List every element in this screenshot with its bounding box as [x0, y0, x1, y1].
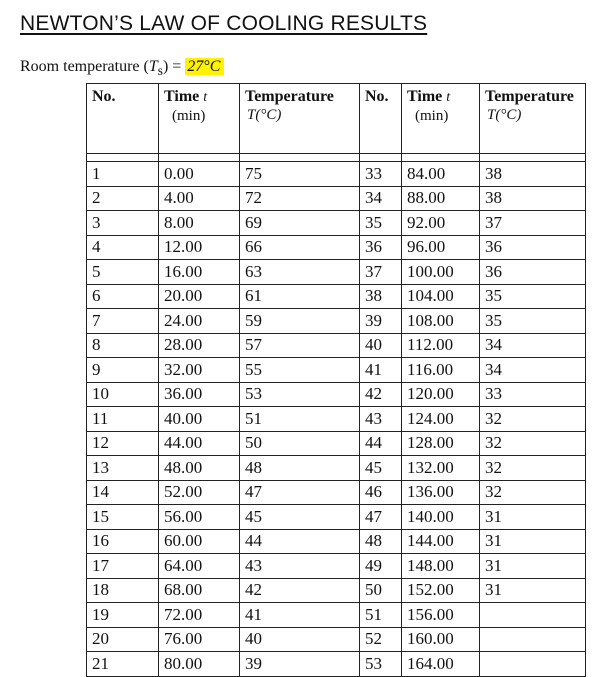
table-row	[87, 309, 586, 334]
room-temperature-prefix: Room temperature (	[20, 58, 149, 75]
table-body	[87, 162, 586, 677]
left-no-cell: 14	[87, 480, 159, 505]
left-temp-cell: 59	[240, 309, 360, 334]
left-temp-cell: 72	[240, 186, 360, 211]
right-temp-cell: 36	[480, 235, 586, 260]
table-row	[87, 407, 586, 432]
table-row	[87, 431, 586, 456]
right-temp-cell: 32	[480, 480, 586, 505]
right-temp-cell: 32	[480, 431, 586, 456]
right-temp-cell: 34	[480, 358, 586, 383]
right-no-cell: 39	[360, 309, 402, 334]
left-time-cell: 32.00	[159, 358, 240, 383]
right-time-cell: 156.00	[402, 603, 480, 628]
right-temp-cell: 32	[480, 456, 586, 481]
right-time-cell: 128.00	[402, 431, 480, 456]
left-time-cell: 44.00	[159, 431, 240, 456]
right-temp-cell	[480, 652, 586, 677]
left-temp-cell: 43	[240, 554, 360, 579]
left-temp-cell: 61	[240, 284, 360, 309]
right-temp-cell: 37	[480, 211, 586, 236]
left-no-cell: 4	[87, 235, 159, 260]
right-no-cell: 34	[360, 186, 402, 211]
right-no-cell: 36	[360, 235, 402, 260]
table-row	[87, 333, 586, 358]
header-temperature-right: Temperature T(°C)	[480, 84, 586, 154]
left-temp-cell: 55	[240, 358, 360, 383]
page-title: NEWTON’S LAW OF COOLING RESULTS	[20, 12, 428, 35]
header-temperature-left: Temperature T(°C)	[240, 84, 360, 154]
right-time-cell: 88.00	[402, 186, 480, 211]
right-time-cell: 92.00	[402, 211, 480, 236]
room-temperature-value: 27°C	[185, 58, 224, 75]
right-time-cell: 120.00	[402, 382, 480, 407]
right-no-cell: 35	[360, 211, 402, 236]
right-temp-cell: 38	[480, 186, 586, 211]
left-temp-cell: 75	[240, 162, 360, 187]
table-row	[87, 260, 586, 285]
left-time-cell: 0.00	[159, 162, 240, 187]
left-no-cell: 21	[87, 652, 159, 677]
right-no-cell: 43	[360, 407, 402, 432]
table-row	[87, 603, 586, 628]
right-time-cell: 96.00	[402, 235, 480, 260]
right-time-cell: 140.00	[402, 505, 480, 530]
right-temp-cell: 31	[480, 578, 586, 603]
right-no-cell: 37	[360, 260, 402, 285]
right-no-cell: 53	[360, 652, 402, 677]
left-time-cell: 72.00	[159, 603, 240, 628]
table-row	[87, 652, 586, 677]
left-no-cell: 11	[87, 407, 159, 432]
right-no-cell: 51	[360, 603, 402, 628]
table-row	[87, 186, 586, 211]
left-no-cell: 9	[87, 358, 159, 383]
table-row	[87, 235, 586, 260]
right-temp-cell: 36	[480, 260, 586, 285]
right-no-cell: 49	[360, 554, 402, 579]
table-row	[87, 554, 586, 579]
left-no-cell: 3	[87, 211, 159, 236]
right-time-cell: 112.00	[402, 333, 480, 358]
left-no-cell: 13	[87, 456, 159, 481]
right-no-cell: 40	[360, 333, 402, 358]
left-temp-cell: 69	[240, 211, 360, 236]
room-temperature-equals: ) =	[162, 58, 186, 75]
left-time-cell: 80.00	[159, 652, 240, 677]
left-temp-cell: 50	[240, 431, 360, 456]
right-temp-cell: 33	[480, 382, 586, 407]
left-no-cell: 5	[87, 260, 159, 285]
table-row	[87, 358, 586, 383]
right-time-cell: 124.00	[402, 407, 480, 432]
left-no-cell: 12	[87, 431, 159, 456]
right-no-cell: 41	[360, 358, 402, 383]
right-time-cell: 100.00	[402, 260, 480, 285]
table-row	[87, 162, 586, 187]
header-no-left: No.	[87, 84, 159, 154]
left-temp-cell: 41	[240, 603, 360, 628]
left-temp-cell: 44	[240, 529, 360, 554]
header-no-right: No.	[360, 84, 402, 154]
right-time-cell: 160.00	[402, 627, 480, 652]
left-no-cell: 19	[87, 603, 159, 628]
right-time-cell: 164.00	[402, 652, 480, 677]
left-no-cell: 2	[87, 186, 159, 211]
right-time-cell: 144.00	[402, 529, 480, 554]
right-no-cell: 52	[360, 627, 402, 652]
left-no-cell: 10	[87, 382, 159, 407]
left-time-cell: 12.00	[159, 235, 240, 260]
left-temp-cell: 57	[240, 333, 360, 358]
right-time-cell: 136.00	[402, 480, 480, 505]
right-time-cell: 152.00	[402, 578, 480, 603]
right-time-cell: 116.00	[402, 358, 480, 383]
right-temp-cell: 38	[480, 162, 586, 187]
table-row	[87, 627, 586, 652]
table-row	[87, 211, 586, 236]
left-no-cell: 16	[87, 529, 159, 554]
left-time-cell: 56.00	[159, 505, 240, 530]
right-no-cell: 42	[360, 382, 402, 407]
left-time-cell: 64.00	[159, 554, 240, 579]
left-no-cell: 7	[87, 309, 159, 334]
left-time-cell: 16.00	[159, 260, 240, 285]
left-temp-cell: 47	[240, 480, 360, 505]
left-time-cell: 24.00	[159, 309, 240, 334]
table-row	[87, 529, 586, 554]
results-table	[86, 83, 586, 677]
left-temp-cell: 51	[240, 407, 360, 432]
right-no-cell: 48	[360, 529, 402, 554]
right-temp-cell: 31	[480, 505, 586, 530]
right-temp-cell: 35	[480, 284, 586, 309]
right-no-cell: 50	[360, 578, 402, 603]
left-time-cell: 4.00	[159, 186, 240, 211]
left-no-cell: 17	[87, 554, 159, 579]
left-no-cell: 20	[87, 627, 159, 652]
left-no-cell: 18	[87, 578, 159, 603]
right-no-cell: 38	[360, 284, 402, 309]
table-row	[87, 480, 586, 505]
right-no-cell: 45	[360, 456, 402, 481]
table-row	[87, 578, 586, 603]
table-row	[87, 505, 586, 530]
right-temp-cell: 35	[480, 309, 586, 334]
left-temp-cell: 63	[240, 260, 360, 285]
right-temp-cell: 32	[480, 407, 586, 432]
table-row	[87, 284, 586, 309]
right-no-cell: 44	[360, 431, 402, 456]
left-time-cell: 52.00	[159, 480, 240, 505]
right-temp-cell: 34	[480, 333, 586, 358]
right-no-cell: 47	[360, 505, 402, 530]
right-time-cell: 132.00	[402, 456, 480, 481]
right-time-cell: 108.00	[402, 309, 480, 334]
left-no-cell: 6	[87, 284, 159, 309]
table-row	[87, 382, 586, 407]
right-no-cell: 46	[360, 480, 402, 505]
header-time-right: Time t (min)	[402, 84, 480, 154]
left-temp-cell: 40	[240, 627, 360, 652]
left-time-cell: 28.00	[159, 333, 240, 358]
left-time-cell: 68.00	[159, 578, 240, 603]
left-temp-cell: 42	[240, 578, 360, 603]
left-no-cell: 1	[87, 162, 159, 187]
left-time-cell: 40.00	[159, 407, 240, 432]
right-temp-cell: 31	[480, 554, 586, 579]
left-temp-cell: 39	[240, 652, 360, 677]
left-time-cell: 76.00	[159, 627, 240, 652]
right-temp-cell: 31	[480, 529, 586, 554]
table-header-row	[87, 84, 586, 154]
left-temp-cell: 48	[240, 456, 360, 481]
left-time-cell: 48.00	[159, 456, 240, 481]
left-temp-cell: 66	[240, 235, 360, 260]
right-temp-cell	[480, 603, 586, 628]
left-time-cell: 8.00	[159, 211, 240, 236]
room-temperature-subscript: s	[157, 63, 163, 79]
right-time-cell: 84.00	[402, 162, 480, 187]
right-time-cell: 104.00	[402, 284, 480, 309]
left-no-cell: 15	[87, 505, 159, 530]
left-time-cell: 36.00	[159, 382, 240, 407]
left-no-cell: 8	[87, 333, 159, 358]
left-temp-cell: 45	[240, 505, 360, 530]
left-temp-cell: 53	[240, 382, 360, 407]
right-time-cell: 148.00	[402, 554, 480, 579]
header-time-left: Time t (min)	[159, 84, 240, 154]
left-time-cell: 60.00	[159, 529, 240, 554]
right-temp-cell	[480, 627, 586, 652]
room-temperature-line	[20, 58, 224, 79]
header-spacer-row	[87, 154, 586, 162]
room-temperature-variable: T	[148, 58, 158, 75]
right-no-cell: 33	[360, 162, 402, 187]
left-time-cell: 20.00	[159, 284, 240, 309]
table-row	[87, 456, 586, 481]
